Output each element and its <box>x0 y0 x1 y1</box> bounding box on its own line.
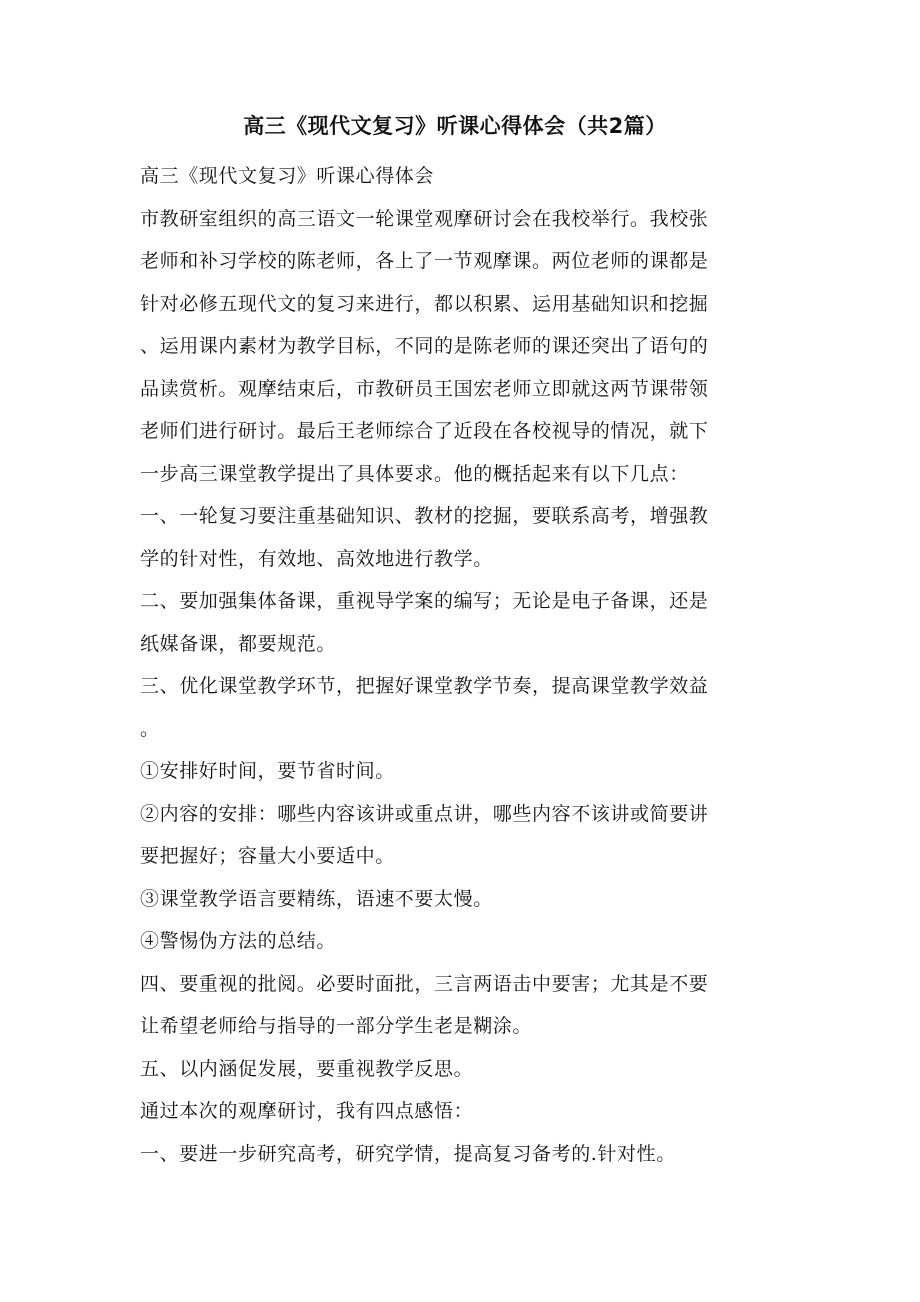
body-line: 让希望老师给与指导的一部分学生老是糊涂。 <box>140 1015 533 1037</box>
body-line: 二、要加强集体备课，重视导学案的编写；无论是电子备课，还是 <box>140 590 709 612</box>
body-line: 老师和补习学校的陈老师，各上了一节观摩课。两位老师的课都是 <box>140 250 709 272</box>
body-line: ②内容的安排：哪些内容该讲或重点讲，哪些内容不该讲或简要讲 <box>140 802 709 825</box>
body-line: 学的针对性，有效地、高效地进行教学。 <box>140 547 493 570</box>
body-line: ③课堂教学语言要精练，语速不要太慢。 <box>140 887 493 910</box>
document-title: 高三《现代文复习》听课心得体会（共2篇） <box>243 114 667 138</box>
body-line: 、运用课内素材为教学目标，不同的是陈老师的课还突出了语句的 <box>140 335 709 357</box>
body-line: ①安排好时间，要节省时间。 <box>140 760 395 782</box>
body-line: 要把握好；容量大小要适中。 <box>140 845 395 867</box>
body-line: 品读赏析。观摩结束后，市教研员王国宏老师立即就这两节课带领 <box>140 377 709 400</box>
body-line: ④警惕伪方法的总结。 <box>140 930 337 952</box>
body-line: 纸媒备课，都要规范。 <box>140 632 337 655</box>
document-body <box>140 155 770 1175</box>
body-line: 老师们进行研讨。最后王老师综合了近段在各校视导的情况，就下 <box>140 420 709 442</box>
body-line: 。 <box>140 717 160 740</box>
body-line: 一、一轮复习要注重基础知识、教材的挖掘，要联系高考，增强教 <box>140 505 709 527</box>
body-line: 针对必修五现代文的复习来进行，都以积累、运用基础知识和挖掘 <box>140 292 709 315</box>
body-line: 市教研室组织的高三语文一轮课堂观摩研讨会在我校举行。我校张 <box>140 207 709 230</box>
body-line: 一、要进一步研究高考，研究学情，提高复习备考的.针对性。 <box>140 1142 676 1165</box>
body-line: 高三《现代文复习》听课心得体会 <box>140 165 435 187</box>
body-line: 通过本次的观摩研讨，我有四点感悟： <box>140 1100 474 1122</box>
body-line: 四、要重视的批阅。必要时面批，三言两语击中要害；尤其是不要 <box>140 972 709 995</box>
body-line: 五、以内涵促发展，要重视教学反思。 <box>140 1057 474 1080</box>
body-line: 一步高三课堂教学提出了具体要求。他的概括起来有以下几点： <box>140 462 689 485</box>
body-line: 三、优化课堂教学环节，把握好课堂教学节奏，提高课堂教学效益 <box>140 675 709 697</box>
